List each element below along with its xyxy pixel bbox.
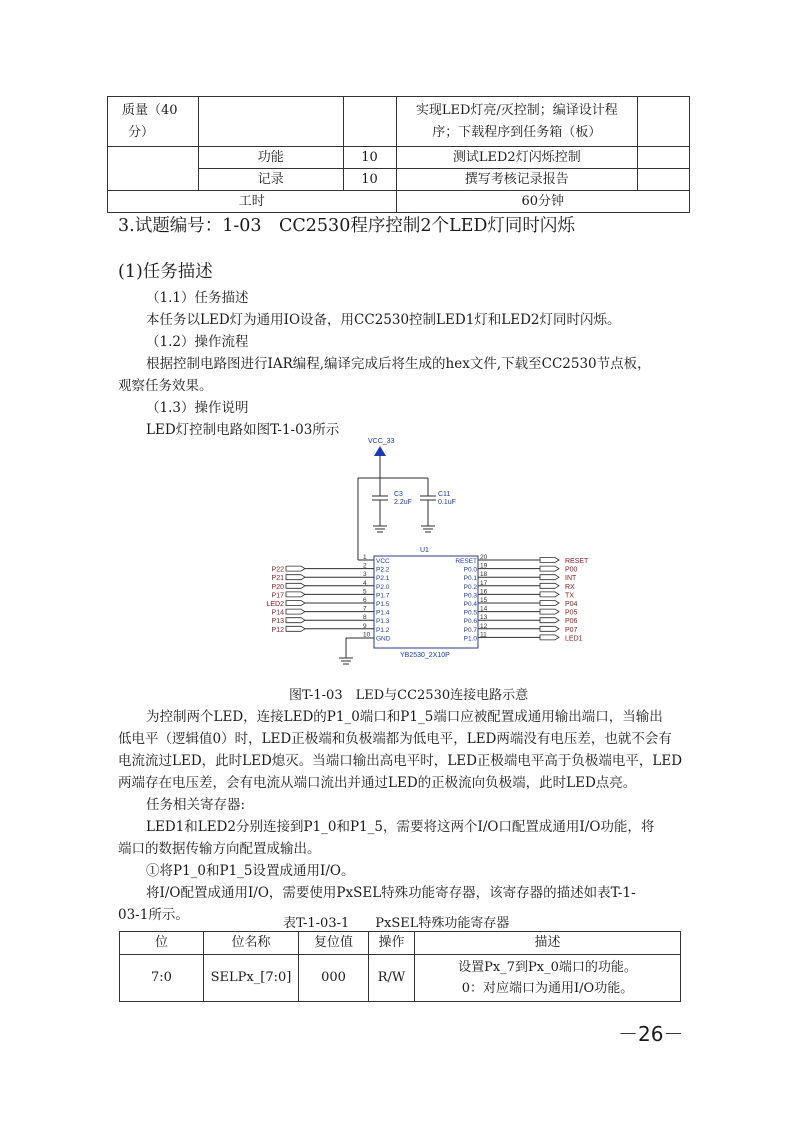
part-label: YB2530_2X10P <box>400 652 450 659</box>
left-net-port <box>286 601 305 606</box>
para1-line3: 电流流过LED，此时LED熄灭。当端口输出高电平时，LED正极端电平高于负极端电平，LED <box>118 753 683 769</box>
cell-reset: 000 <box>299 955 369 1002</box>
cell-bit-name: SELPx_[7:0] <box>204 955 299 1002</box>
s11-title: （1.1）任务描述 <box>146 290 249 306</box>
header-op: 操作 <box>369 932 415 955</box>
right-net-label: INT <box>565 575 577 583</box>
right-net-label: RESET <box>565 558 589 565</box>
left-net-label: P14 <box>271 609 284 617</box>
para5-line2: 03-1所示。 <box>118 907 189 923</box>
left-pin-number: 7 <box>363 605 367 613</box>
left-pin-number: 4 <box>363 579 367 587</box>
right-net-port <box>540 618 559 623</box>
s11-text: 本任务以LED灯为通用IO设备，用CC2530控制LED1灯和LED2灯同时闪烁。 <box>146 312 621 328</box>
empty-cell <box>638 97 690 147</box>
right-pin-number: 18 <box>480 571 488 579</box>
right-net-port <box>540 626 559 631</box>
left-pin-name: P1.2 <box>376 626 390 634</box>
left-net-port <box>286 583 305 588</box>
left-net-label: P12 <box>271 626 284 634</box>
chip-pins <box>266 554 589 642</box>
empty-cell <box>638 169 690 191</box>
right-net-port <box>540 558 559 563</box>
header-reset: 复位值 <box>299 932 369 955</box>
left-net-label: P21 <box>271 575 284 583</box>
c11-label: C11 <box>438 491 451 498</box>
para3-line1: LED1和LED2分别连接到P1_0和P1_5，需要将这两个I/O口配置成通用I/O功能，将 <box>146 819 655 835</box>
s12-text-1: 根据控制电路图进行IAR编程,编译完成后将生成的hex文件,下载至CC2530节点板， <box>146 356 651 372</box>
right-net-port <box>540 601 559 606</box>
right-net-label: LED1 <box>565 635 583 643</box>
page-number: －26－ <box>618 1022 684 1046</box>
c3-label: C3 <box>394 491 403 498</box>
right-pin-name: P0.1 <box>463 575 477 583</box>
right-pin-number: 12 <box>480 622 488 630</box>
empty-cell <box>108 147 199 169</box>
c11-value: 0.1uF <box>438 499 456 506</box>
left-pin-name: P1.7 <box>376 592 390 600</box>
record-score: 10 <box>343 169 396 191</box>
empty-cell <box>198 97 343 147</box>
right-net-port <box>540 583 559 588</box>
record-label: 记录 <box>198 169 343 191</box>
register-table <box>119 931 681 1002</box>
right-net-label: TX <box>565 592 574 600</box>
empty-cell <box>108 169 199 191</box>
header-bit: 位 <box>120 932 204 955</box>
requirement-cell <box>396 97 638 147</box>
header-desc: 描述 <box>415 932 681 955</box>
left-pin-number: 9 <box>363 622 367 630</box>
left-net-port <box>286 618 305 623</box>
left-pin-name: P2.2 <box>376 566 390 574</box>
left-net-port <box>286 592 305 597</box>
requirement-text-1: 实现LED灯亮/灭控制；编译设计程 <box>415 102 618 118</box>
right-pin-name: P0.3 <box>463 592 477 600</box>
left-net-label: P17 <box>271 592 284 600</box>
left-net-label: LED2 <box>266 601 284 608</box>
left-pin-name: P2.0 <box>376 583 390 591</box>
desc-line1: 设置Px_7到Px_0端口的功能。 <box>458 960 637 975</box>
worktime-label: 工时 <box>108 191 397 213</box>
right-pin-number: 20 <box>480 554 488 561</box>
left-pin-number: 5 <box>363 588 367 596</box>
right-net-label: P00 <box>565 566 578 574</box>
left-pin-number: 8 <box>363 614 367 622</box>
right-pin-name: P0.7 <box>463 626 477 634</box>
section-heading: 3.试题编号：1-03 CC2530程序控制2个LED灯同时闪烁 <box>118 216 575 236</box>
power-arrow-icon <box>374 446 386 456</box>
para1-line2: 低电平（逻辑值0）时，LED正极端和负极端都为低电平，LED两端没有电压差，也就不会有 <box>118 731 672 747</box>
right-net-label: P05 <box>565 609 578 617</box>
right-net-label: P04 <box>565 601 578 608</box>
figure-caption: 图T-1-03 LED与CC2530连接电路示意 <box>289 688 529 703</box>
header-bit-name: 位名称 <box>204 932 299 955</box>
left-pin-name: P1.5 <box>376 601 390 608</box>
quality-cell <box>108 97 199 147</box>
record-desc: 撰写考核记录报告 <box>396 169 638 191</box>
quality-label-2: 分） <box>128 124 155 140</box>
left-net-port <box>286 609 305 614</box>
right-pin-number: 15 <box>480 597 488 604</box>
left-pin-number: 6 <box>363 597 367 604</box>
score-table <box>107 96 690 213</box>
subsection-heading: (1)任务描述 <box>118 262 213 282</box>
left-pin-number: 10 <box>363 631 371 639</box>
requirement-text-2: 序；下载程序到任务箱（板） <box>432 124 602 140</box>
left-pin-number: 1 <box>363 554 367 561</box>
left-pin-name: VCC <box>376 558 390 565</box>
s12-title: （1.2）操作流程 <box>146 334 249 350</box>
left-net-label: P20 <box>271 583 284 591</box>
left-pin-number: 3 <box>363 571 367 579</box>
s13-text: LED灯控制电路如图T-1-03所示 <box>146 422 340 438</box>
para1-line4: 两端存在电压差，会有电流从端口流出并通过LED的正极流向负极端，此时LED点亮。 <box>118 775 637 791</box>
para3-line2: 端口的数据传输方向配置成输出。 <box>118 841 321 857</box>
function-desc: 测试LED2灯闪烁控制 <box>396 147 638 169</box>
worktime-value: 60分钟 <box>396 191 689 213</box>
quality-label: 质量（40 <box>122 102 178 118</box>
right-net-port <box>540 575 559 580</box>
left-net-label: P22 <box>271 566 284 574</box>
left-net-label: P13 <box>271 618 284 626</box>
para5-line1: 将I/O配置成通用I/O，需要使用PxSEL特殊功能寄存器，该寄存器的描述如表T-1- <box>146 885 636 901</box>
para2: 任务相关寄存器: <box>146 797 246 813</box>
right-pin-name: P0.2 <box>463 583 477 591</box>
desc-line2: 0：对应端口为通用I/O功能。 <box>461 981 634 996</box>
left-net-port <box>286 566 305 571</box>
circuit-diagram <box>250 432 610 672</box>
right-pin-name: P0.0 <box>463 566 477 574</box>
s12-text-2: 观察任务效果。 <box>118 378 213 394</box>
right-pin-number: 14 <box>480 605 488 613</box>
para1-line1: 为控制两个LED，连接LED的P1_0端口和P1_5端口应被配置成通用输出端口，当输出 <box>146 709 663 725</box>
right-net-label: P07 <box>565 626 578 634</box>
left-pin-name: P1.4 <box>376 609 390 617</box>
left-pin-name: P2.1 <box>376 575 390 583</box>
cell-bit: 7:0 <box>120 955 204 1002</box>
right-net-port <box>540 635 559 640</box>
right-net-port <box>540 609 559 614</box>
right-pin-name: P0.4 <box>463 601 477 608</box>
left-pin-name: P1.3 <box>376 618 390 626</box>
c3-value: 2.2uF <box>394 499 412 506</box>
right-net-label: P06 <box>565 618 578 626</box>
right-pin-name: P0.6 <box>463 618 477 626</box>
right-net-port <box>540 566 559 571</box>
function-score: 10 <box>343 147 396 169</box>
cell-op: R/W <box>369 955 415 1002</box>
right-net-label: RX <box>565 583 575 591</box>
left-net-port <box>286 626 305 631</box>
right-pin-name: RESET <box>455 558 477 565</box>
vcc-label: VCC_33 <box>368 438 395 445</box>
left-net-port <box>286 575 305 580</box>
left-pin-number: 2 <box>363 562 367 570</box>
para4: ①将P1_0和P1_5设置成通用I/O。 <box>146 863 355 879</box>
function-label: 功能 <box>198 147 343 169</box>
left-pin-name: GND <box>376 635 391 643</box>
right-pin-name: P1.0 <box>463 635 477 643</box>
right-pin-number: 16 <box>480 588 488 596</box>
empty-cell <box>343 97 396 147</box>
u1-label: U1 <box>420 547 429 554</box>
empty-cell <box>638 147 690 169</box>
right-pin-number: 11 <box>480 631 487 639</box>
cell-desc <box>415 955 681 1002</box>
right-pin-name: P0.5 <box>463 609 477 617</box>
right-pin-number: 13 <box>480 614 488 622</box>
right-pin-number: 17 <box>480 579 488 587</box>
s13-title: （1.3）操作说明 <box>146 400 249 416</box>
table-caption: 表T-1-03-1 PxSEL特殊功能寄存器 <box>283 916 510 931</box>
right-net-port <box>540 592 559 597</box>
right-pin-number: 19 <box>480 562 488 570</box>
